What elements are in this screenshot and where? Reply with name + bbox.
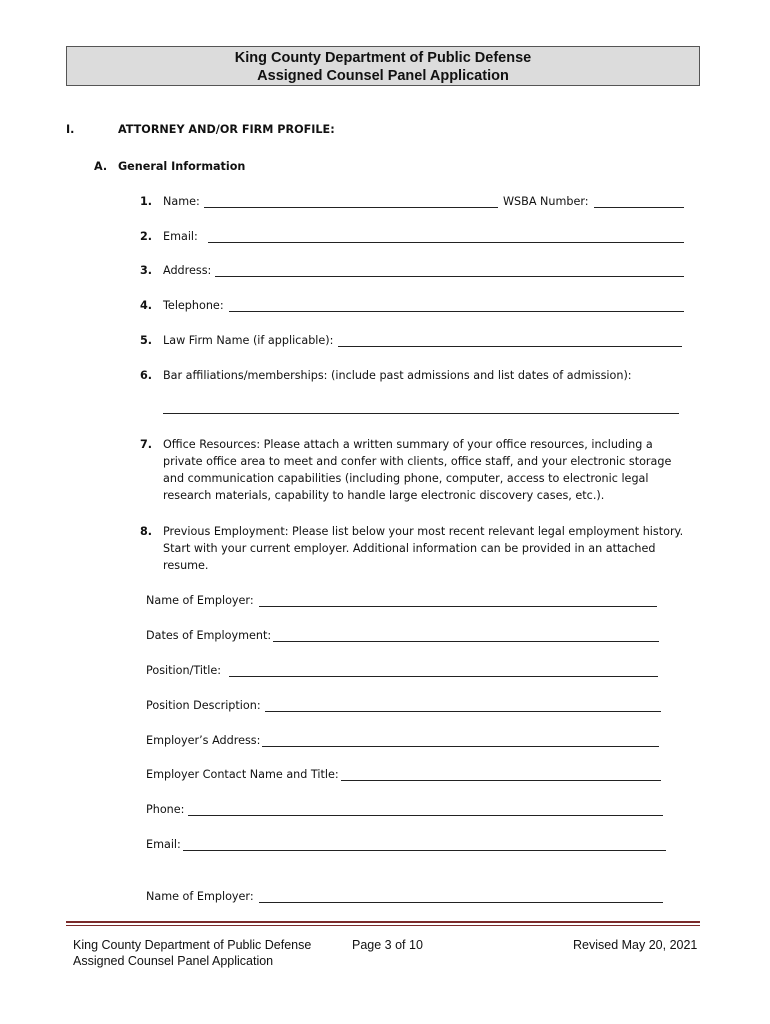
position-title-label: Position/Title:: [146, 664, 222, 677]
employer-address-field[interactable]: [262, 746, 659, 747]
email-field[interactable]: [208, 242, 684, 243]
footer-doc-title: Assigned Counsel Panel Application: [73, 954, 274, 968]
position-description-field[interactable]: [265, 711, 661, 712]
header-line-2: Assigned Counsel Panel Application: [257, 68, 509, 84]
item-number-5: 5.: [140, 334, 153, 347]
item-number-2: 2.: [140, 230, 153, 243]
section-number: I.: [66, 123, 75, 136]
telephone-field[interactable]: [229, 311, 684, 312]
bar-affiliations-label: Bar affiliations/memberships: (include past admissions and list dates of admission):: [163, 369, 632, 382]
employer-email-label: Email:: [146, 838, 181, 851]
dates-of-employment-field[interactable]: [273, 641, 659, 642]
footer-revision-date: Revised May 20, 2021: [573, 938, 698, 952]
office-resources-text: Office Resources: Please attach a written summary of your office resources, including a private office area to meet and confer with clients, office staff, and your electronic storage and communication capabilities (including phone, computer, access to electronic legal research materials, capability to handle large electronic discovery cases, etc.).: [163, 438, 672, 502]
employer-address-label: Employer’s Address:: [146, 734, 261, 747]
address-field[interactable]: [215, 276, 684, 277]
document-header: [66, 46, 700, 86]
address-label: Address:: [163, 264, 212, 277]
item-number-4: 4.: [140, 299, 153, 312]
employer-name-label-2: Name of Employer:: [146, 890, 254, 903]
bar-affiliations-field[interactable]: [163, 413, 679, 414]
position-title-field[interactable]: [229, 676, 658, 677]
dates-of-employment-label: Dates of Employment:: [146, 629, 272, 642]
telephone-label: Telephone:: [163, 299, 224, 312]
item-number-3: 3.: [140, 264, 153, 277]
employer-name-field-2[interactable]: [259, 902, 663, 903]
footer-page-number: Page 3 of 10: [352, 938, 423, 952]
footer-org: King County Department of Public Defense: [73, 938, 312, 952]
employer-phone-label: Phone:: [146, 803, 185, 816]
footer-divider-thin: [66, 925, 700, 926]
employer-name-field[interactable]: [259, 606, 657, 607]
previous-employment-text: Previous Employment: Please list below your most recent relevant legal employment history. Start with your current employer. Additional information can be provided in an attached resume.: [163, 525, 684, 572]
footer-divider: [66, 921, 700, 923]
wsba-number-label: WSBA Number:: [503, 195, 589, 208]
employer-contact-field[interactable]: [341, 780, 661, 781]
email-label: Email:: [163, 230, 198, 243]
name-field[interactable]: [204, 207, 498, 208]
item-number-6: 6.: [140, 369, 153, 382]
subsection-letter: A.: [94, 160, 108, 173]
item-number-8: 8.: [140, 525, 153, 538]
law-firm-label: Law Firm Name (if applicable):: [163, 334, 334, 347]
header-line-1: King County Department of Public Defense: [234, 50, 532, 66]
employer-phone-field[interactable]: [188, 815, 663, 816]
employer-email-field[interactable]: [183, 850, 666, 851]
section-title: ATTORNEY AND/OR FIRM PROFILE:: [118, 123, 335, 136]
wsba-number-field[interactable]: [594, 207, 684, 208]
item-number-1: 1.: [140, 195, 153, 208]
name-label: Name:: [163, 195, 200, 208]
employer-contact-label: Employer Contact Name and Title:: [146, 768, 339, 781]
position-description-label: Position Description:: [146, 699, 261, 712]
item-number-7: 7.: [140, 438, 153, 451]
subsection-title: General Information: [118, 160, 246, 173]
employer-name-label: Name of Employer:: [146, 594, 254, 607]
law-firm-field[interactable]: [338, 346, 682, 347]
